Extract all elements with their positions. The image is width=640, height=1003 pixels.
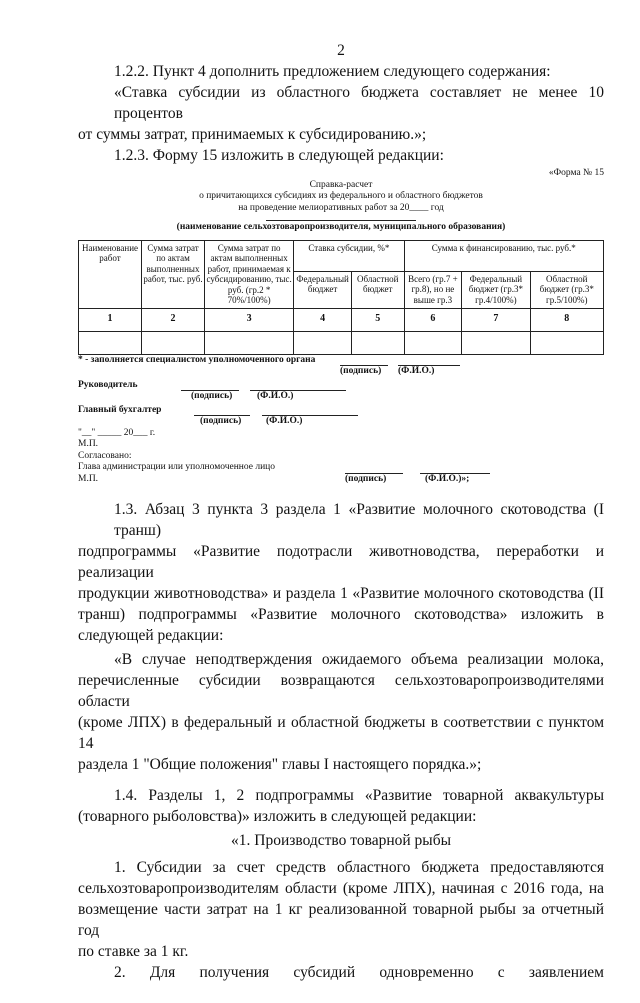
caption-row xyxy=(78,366,604,378)
page-number: 2 xyxy=(337,42,345,59)
col-header: Ставка субсидии, %* xyxy=(294,240,404,271)
text-line: следующей редакции: xyxy=(78,627,224,644)
col-number: 4 xyxy=(294,308,352,331)
col-number: 1 xyxy=(79,308,142,331)
head-row xyxy=(78,380,604,392)
col-number: 3 xyxy=(205,308,294,331)
col-header: Наименование работ xyxy=(79,240,142,308)
name-caption: (Ф.И.О.) xyxy=(398,366,435,376)
col-number: 8 xyxy=(530,308,604,331)
col-header: Федеральный бюджет (гр.3* гр.4/100%) xyxy=(462,271,530,308)
text-line: транш) подпрограммы «Развитие молочного скотоводства» изложить в xyxy=(78,606,604,623)
text-line: возмещение части затрат на 1 кг реализованной товарной рыбы за отчетный год xyxy=(78,901,604,939)
text-line: 1. Субсидии за счет средств областного бюджета предоставляются xyxy=(114,859,604,876)
form-title: на проведение мелиоративных работ за 20____ год xyxy=(238,202,444,213)
text-line: (товарного рыболовства)» изложить в следующей редакции: xyxy=(78,808,477,825)
admin-row xyxy=(78,462,604,474)
signature-line xyxy=(340,355,388,366)
name-line xyxy=(398,355,460,366)
text-line: (кроме ЛПХ) в федеральный и областной бюджеты в соответствии с пунктом 14 xyxy=(78,714,604,752)
signature-line xyxy=(345,463,403,474)
signature-caption: (подпись) xyxy=(345,473,387,484)
paragraph-subsidy xyxy=(78,857,604,962)
stamp-place: М.П. xyxy=(78,439,99,449)
stamp-place: М.П. xyxy=(78,473,99,484)
col-number: 6 xyxy=(404,308,462,331)
paragraph-1-4 xyxy=(78,785,604,827)
text-line: «В случае неподтверждения ожидаемого объема реализации молока, xyxy=(114,651,604,668)
text-line: 1.4. Разделы 1, 2 подпрограммы «Развитие товарной аквакультуры xyxy=(114,787,604,804)
text-line: 1.3. Абзац 3 пункта 3 раздела 1 «Развитие молочного скотоводства (I транш) xyxy=(114,501,604,539)
col-header: Сумма затрат по актам выполненных работ, принимаемая к субсидированию, тыс. руб. (гр.2 * 70%/100%) xyxy=(205,240,294,308)
signature-line xyxy=(194,405,250,416)
col-number: 5 xyxy=(352,308,405,331)
col-number: 7 xyxy=(462,308,530,331)
head-label: Руководитель xyxy=(78,379,138,390)
date-field: "__" _____ 20___ г. xyxy=(78,427,156,438)
caption-row xyxy=(78,391,604,403)
col-number: 2 xyxy=(142,308,205,331)
paragraph: 1.2.3. Форму 15 изложить в следующей редакции: xyxy=(114,147,444,164)
agreed-label: Согласовано: xyxy=(78,450,132,461)
col-header: Сумма затрат по актам выполненных работ, тыс. руб. xyxy=(142,240,205,308)
accountant-label: Главный бухгалтер xyxy=(78,404,162,415)
col-header: Областной бюджет (гр.3* гр.5/100%) xyxy=(530,271,604,308)
text-line: перечисленные субсидии возвращаются сельхозтоваропроизводителями области xyxy=(78,672,604,710)
text-line: раздела 1 "Общие положения" главы I настоящего порядка.»; xyxy=(78,756,482,773)
text-line: сельхозтоваропроизводителям области (кроме ЛПХ), начиная с 2016 года, на xyxy=(78,880,604,897)
table-row xyxy=(79,331,604,354)
col-header: Федеральный бюджет xyxy=(294,271,352,308)
name-line xyxy=(250,380,346,391)
signature-line xyxy=(181,380,239,391)
form-title: Справка-расчет xyxy=(309,179,373,190)
text-line: продукции животноводства» и раздела 1 «Развитие молочного скотоводства (II xyxy=(78,585,604,602)
paragraph-1-3 xyxy=(78,499,604,646)
col-header: Областной бюджет xyxy=(352,271,405,308)
admin-caption-row xyxy=(78,474,604,486)
footnote-row xyxy=(78,355,604,367)
name-caption: (Ф.И.О.) xyxy=(266,416,303,426)
caption-row xyxy=(78,416,604,428)
calc-table xyxy=(78,240,604,355)
form-title: о причитающихся субсидиях из федерального и областного бюджетов xyxy=(199,191,483,201)
footnote: * - заполняется специалистом уполномоченного органа xyxy=(78,354,316,365)
paragraph: от суммы затрат, принимаемых к субсидированию.»; xyxy=(78,126,427,143)
name-line xyxy=(262,405,358,416)
col-header: Всего (гр.7 + гр.8), но не выше гр.3 xyxy=(404,271,462,308)
admin-label: Глава администрации или уполномоченное лицо xyxy=(78,462,276,472)
form-label: «Форма № 15 xyxy=(548,168,604,178)
paragraph: 1.2.2. Пункт 4 дополнить предложением следующего содержания: xyxy=(114,63,551,80)
form-subtitle: (наименование сельхозтоваропроизводителя, муниципального образования) xyxy=(176,222,506,232)
col-header: Сумма к финансированию, тыс. руб.* xyxy=(404,240,604,271)
signature-caption: (подпись) xyxy=(200,416,242,426)
paragraph-quote xyxy=(78,649,604,775)
paragraph: 2. Для получения субсидий одновременно с заявлением xyxy=(114,964,604,981)
text-line: по ставке за 1 кг. xyxy=(78,943,189,960)
section-heading: «1. Производство товарной рыбы xyxy=(231,832,451,849)
paragraph: «Ставка субсидии из областного бюджета составляет не менее 10 процентов xyxy=(114,84,604,122)
name-caption: (Ф.И.О.)»; xyxy=(425,473,470,484)
signature-caption: (подпись) xyxy=(191,391,233,401)
signature-caption: (подпись) xyxy=(340,366,382,376)
blank-line xyxy=(266,220,416,221)
accountant-row xyxy=(78,405,604,417)
name-caption: (Ф.И.О.) xyxy=(257,391,294,401)
text-line: подпрограммы «Развитие подотрасли животноводства, переработки и реализации xyxy=(78,543,604,581)
name-line xyxy=(420,463,490,474)
